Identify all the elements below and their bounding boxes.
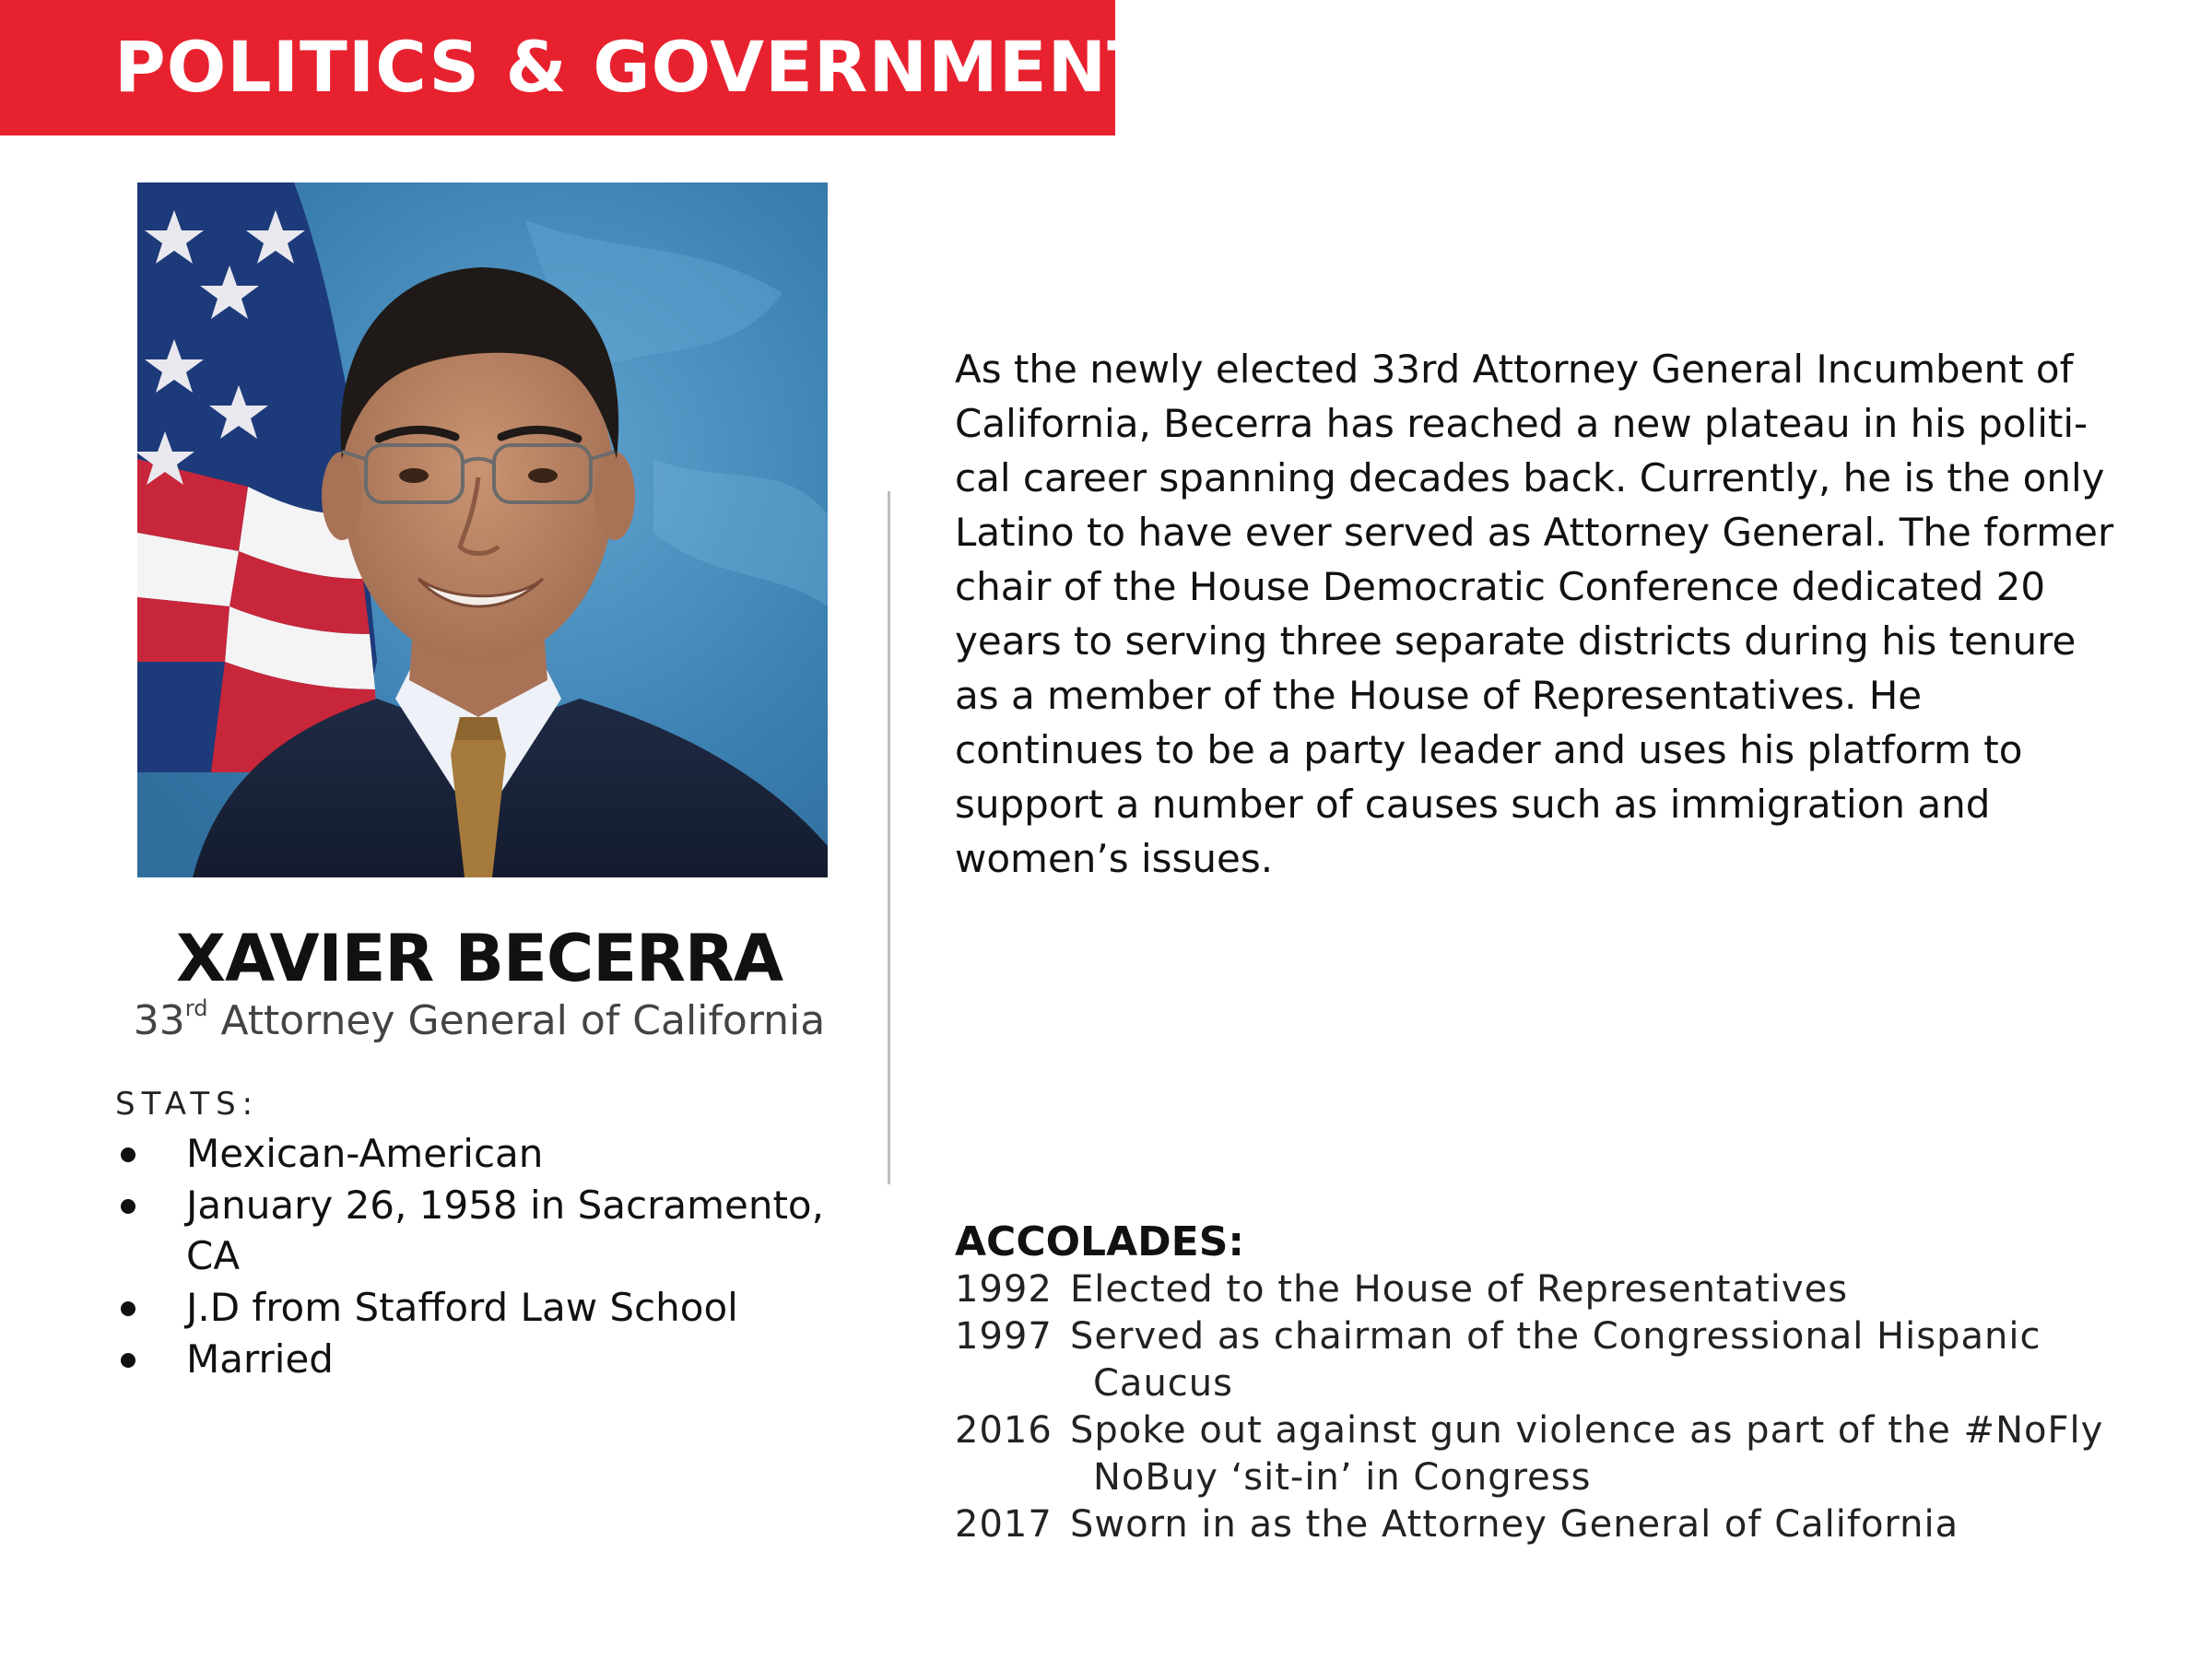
accolades-heading: ACCOLADES:: [955, 1218, 1244, 1265]
stat-text: J.D from Stafford Law School: [186, 1285, 738, 1330]
accolade-text: Served as chairman of the Congressional Hispanic Caucus: [1070, 1315, 2041, 1405]
stat-text: Married: [186, 1336, 334, 1382]
section-banner: [0, 0, 1157, 135]
accolade-year: 2017: [955, 1503, 1053, 1546]
title-number: 33: [133, 997, 185, 1044]
accolade-text: Spoke out against gun violence as part of the #NoFly NoBuy ‘sit-in’ in Congress: [1070, 1409, 2104, 1499]
portrait-photo: [137, 182, 828, 877]
section-title: POLITICS & GOVERNMENT: [114, 26, 1157, 108]
list-item: [115, 1334, 871, 1384]
accolade-text: Sworn in as the Attorney General of California: [1070, 1503, 1959, 1546]
column-divider: [888, 491, 890, 1184]
list-item: [955, 1407, 2153, 1501]
portrait-illustration: [137, 182, 828, 877]
stat-text: January 26, 1958 in Sacramento, CA: [186, 1182, 824, 1278]
list-item: [955, 1266, 2153, 1313]
accolade-year: 1997: [955, 1315, 1053, 1358]
bio-paragraph: As the newly elected 33rd Attorney General Incumbent of California, Becerra has reached a new plateau in his politi-cal career spanning decades back. Currently, he is the only Latino to have ever served as Attorney General. The former chair of the House Democratic Conference dedicated 20 years to serving three separate districts during his tenure as a member of the House of Representatives. He continues to be a party leader and uses his platform to support a number of causes such as immigration and women’s issues.: [955, 347, 2114, 881]
stats-list: [115, 1128, 871, 1385]
list-item: [115, 1128, 871, 1179]
accolade-year: 1992: [955, 1268, 1053, 1311]
accolade-text: Elected to the House of Representatives: [1070, 1268, 1849, 1311]
bullet-icon: [121, 1147, 135, 1162]
list-item: [955, 1313, 2153, 1407]
title-rest: Attorney General of California: [207, 997, 826, 1044]
stat-text: Mexican-American: [186, 1131, 544, 1176]
title-suffix: rd: [184, 995, 208, 1021]
list-item: [115, 1282, 871, 1333]
accolades-list: [955, 1266, 2153, 1548]
bullet-icon: [121, 1353, 135, 1368]
list-item: [955, 1501, 2153, 1548]
bullet-icon: [121, 1199, 135, 1214]
stats-heading: STATS:: [115, 1086, 260, 1123]
bullet-icon: [121, 1301, 135, 1316]
list-item: [115, 1180, 871, 1281]
accolade-year: 2016: [955, 1409, 1053, 1452]
person-name: XAVIER BECERRA: [175, 921, 783, 996]
person-title: [55, 994, 903, 1049]
